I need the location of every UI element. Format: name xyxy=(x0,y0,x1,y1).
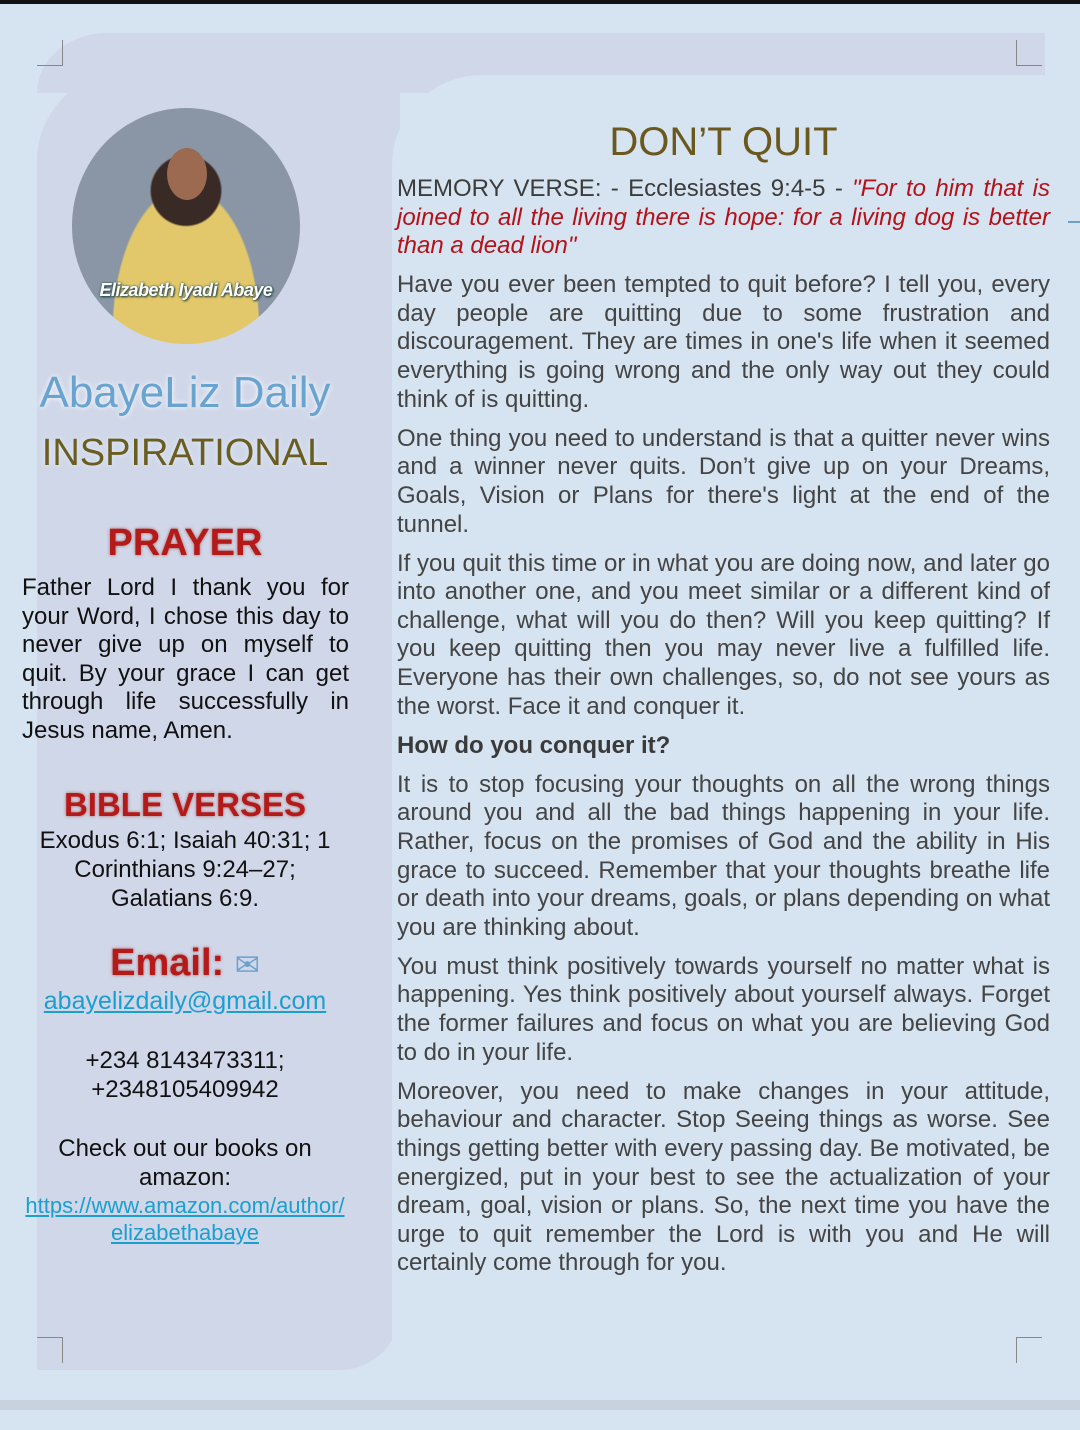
crop-mark xyxy=(37,40,63,66)
avatar-face xyxy=(167,148,207,200)
article-title: DON’T QUIT xyxy=(609,120,838,164)
email-heading xyxy=(22,942,348,985)
phone-2: +2348105409942 xyxy=(91,1076,279,1103)
margin-marker xyxy=(1068,221,1080,223)
bottom-divider xyxy=(0,1400,1080,1410)
subheading: How do you conquer it? xyxy=(397,731,671,759)
paragraph: You must think positively towards yourself no matter what is happening. Yes think positively about yourself always. Forget the former failures and focus on what you are believing God to do in your life. xyxy=(397,952,1050,1066)
books-text: Check out our books on amazon: xyxy=(58,1135,312,1191)
bible-verses-heading: BIBLE VERSES xyxy=(63,786,307,823)
paragraph: Have you ever been tempted to quit before? I tell you, every day people are quitting due to some frustration and discouragement. They are times in one's life when it seemed everything is going wrong and the only way out they could think of is quitting. xyxy=(397,271,1050,413)
memory-verse xyxy=(397,175,1050,261)
article-body xyxy=(397,175,1050,1288)
memory-verse-label: MEMORY VERSE: - Ecclesiastes 9:4-5 - xyxy=(397,175,853,202)
prayer-heading: PRAYER xyxy=(107,522,263,564)
amazon-link[interactable]: https://www.amazon.com/author/elizabethabaye xyxy=(25,1193,345,1245)
brand-name: AbayeLiz Daily xyxy=(39,368,331,417)
paragraph: If you quit this time or in what you are doing now, and later go into another one, and you meet similar or a different kind of challenge, what will you do then? Will you keep quitting? If you keep quitting then you may never live a fulfilled life. Everyone has their own challenges, so, do not see yours as the worst. Face it and conquer it. xyxy=(397,549,1050,720)
memory-verse-quote: "For to him that is joined to all the living there is hope: for a living dog is better than a dead lion" xyxy=(397,175,1050,260)
phone-1: +234 8143473311; xyxy=(85,1047,285,1074)
prayer-text: Father Lord I thank you for your Word, I chose this day to never give up on myself to quit. By your grace I can get through life successfully in Jesus name, Amen. xyxy=(22,574,349,744)
crop-mark xyxy=(1016,40,1042,66)
crop-mark xyxy=(1016,1337,1042,1363)
envelope-icon: ✉ xyxy=(234,949,260,982)
phone-numbers xyxy=(22,1046,348,1104)
paragraph: It is to stop focusing your thoughts on all the wrong things around you and all the bad things happening in your life. Rather, focus on the promises of God and the ability in His grace to succeed. Remember that your thoughts breathe life or death into your dreams, goals, or plans depending on what you are thinking about. xyxy=(397,770,1050,941)
avatar-caption: Elizabeth Iyadi Abaye xyxy=(99,280,273,300)
email-label: Email: xyxy=(110,942,225,984)
email-link[interactable]: abayelizdaily@gmail.com xyxy=(43,987,327,1015)
paragraph: Moreover, you need to make changes in your attitude, behaviour and character. Stop Seeing things as worse. See things getting better with every passing day. Be motivated, be energized, put in your best to see the actualization of your dream, goal, vision or plans. So, the next time you have the urge to quit remember the Lord is with you and He will certainly come through for you. xyxy=(397,1077,1050,1277)
brand-subtitle: INSPIRATIONAL xyxy=(41,432,329,474)
paragraph: One thing you need to understand is that a quitter never wins and a winner never quits. Don’t give up on your Dreams, Goals, Vision or Plans for there's light at the end of the tunnel. xyxy=(397,424,1050,538)
bible-verses-text: Exodus 6:1; Isaiah 40:31; 1 Corinthians 9:24–27; Galatians 6:9. xyxy=(39,827,331,912)
avatar xyxy=(72,108,300,344)
crop-mark xyxy=(37,1337,63,1363)
top-bar xyxy=(0,0,1080,4)
